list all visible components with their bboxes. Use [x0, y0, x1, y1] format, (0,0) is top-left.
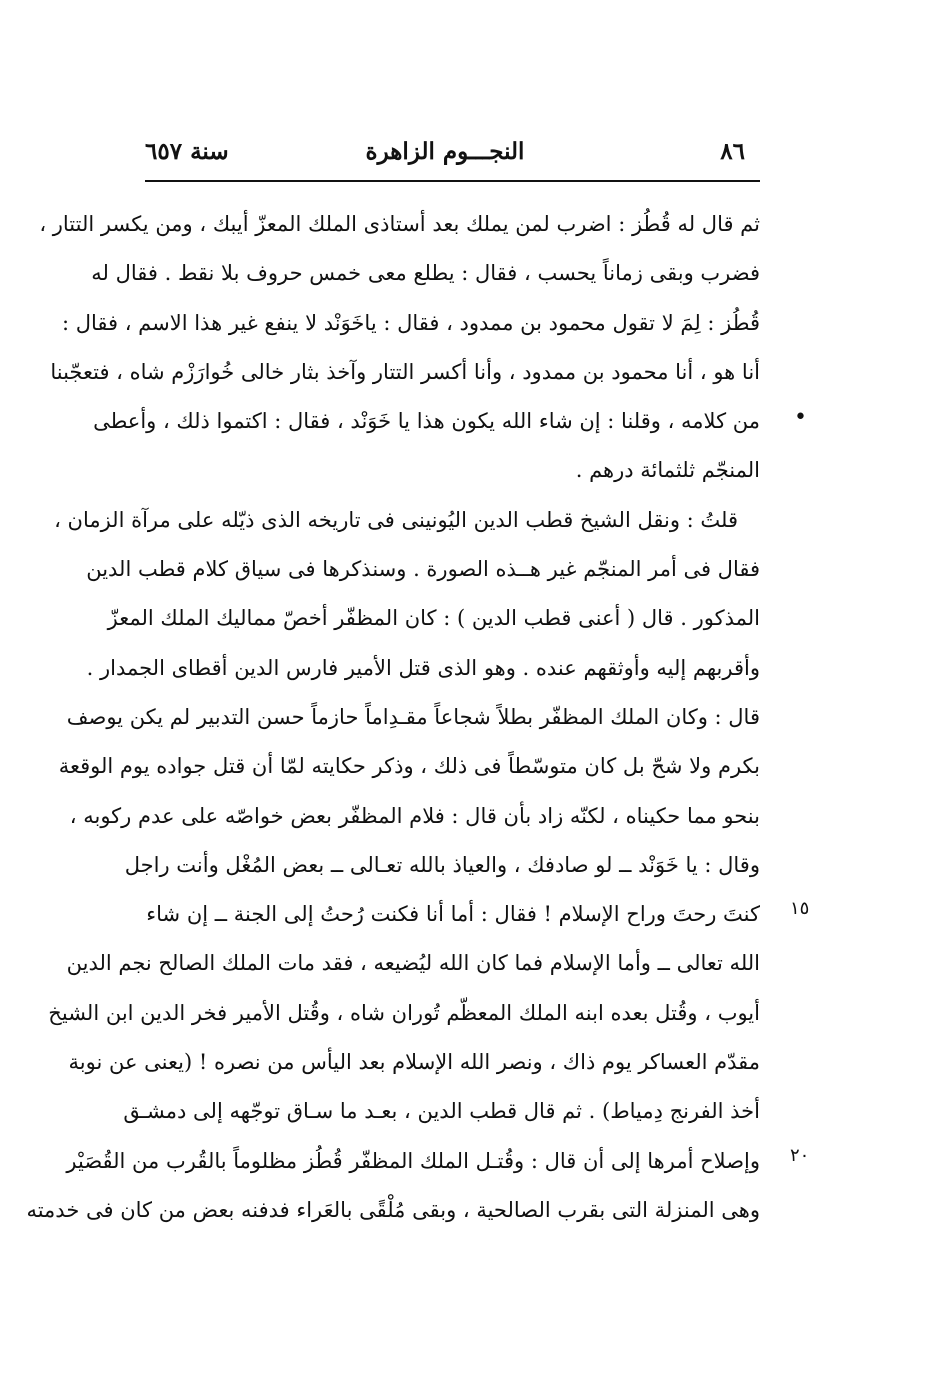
text-line: أيوب ، وقُتل بعده ابنه الملك المعظّم تُوران شاه ، وقُتل الأمير فخر الدين ابن الشيخ [48, 1000, 760, 1025]
text-line: كنتَ رحتَ وراح الإسلام ! فقال : أما أنا فكنت رُحتُ إلى الجنة ــ إن شاء [146, 902, 760, 927]
text-line: المذكور . قال ( أعنى قطب الدين ) : كان المظفّر أخصّ مماليك الملك المعزّ [107, 606, 760, 631]
text-line: بكرم ولا شحّ بل كان متوسّطاً فى ذلك ، وذكر حكايته لمّا أن قتل جواده يوم الوقعة [58, 754, 760, 779]
text-line: المنجّم ثلثمائة درهم . [575, 458, 760, 483]
text-line: وإصلاح أمرها إلى أن قال : وقُتـل الملك المظفّر قُطُز مظلوماً بالقُرب من القُصَيْر [66, 1148, 760, 1173]
page-header [145, 138, 745, 178]
margin-mark-5: • [794, 405, 807, 430]
text-line: وقال : يا خَوَنْد ــ لو صادفك ، والعياذ بالله تعـالى ــ بعض المُغْل وأنت راجل [124, 852, 760, 877]
text-line: أنا هو ، أنا محمود بن ممدود ، وأنا أكسر التتار وآخذ بثار خالى خُوارَزْم شاه ، فتعجّبنا [50, 359, 760, 384]
text-line: وهى المنزلة التى بقرب الصالحية ، وبقى مُلْقًى بالعَراء فدفنه بعض من كان فى خدمته [26, 1197, 760, 1222]
text-line: من كلامه ، وقلنا : إن شاء الله يكون هذا يا خَوَنْد ، فقال : اكتموا ذلك ، وأعطى [93, 409, 760, 434]
text-line: وأقربهم إليه وأوثقهم عنده . وهو الذى قتل الأمير فارس الدين أقطاى الجمدار . [86, 655, 760, 680]
text-line: فضرب وبقى زماناً يحسب ، فقال : يطلع معى خمس حروف بلا نقط . فقال له [91, 261, 760, 286]
body-text [26, 200, 760, 1235]
page-number: ٨٦ [720, 138, 745, 165]
text-line: قال : وكان الملك المظفّر بطلاً شجاعاً مقـدِاماً حازماً حسن التدبير لم يكن يوصف [66, 704, 760, 729]
text-line: فقال فى أمر المنجّم غير هــذه الصورة . وسنذكرها فى سياق كلام قطب الدين [86, 557, 760, 582]
margin-line-number-20: ٢٠ [790, 1145, 810, 1166]
text-line: ثم قال له قُطُز : اضرب لمن يملك بعد أستاذى الملك المعزّ أيبك ، ومن يكسر التتار ، [39, 212, 760, 236]
header-rule [145, 180, 760, 182]
text-line: الله تعالى ــ وأما الإسلام فما كان الله ليُضيعه ، فقد مات الملك الصالح نجم الدين [66, 951, 760, 976]
text-line: مقدّم العساكر يوم ذاك ، ونصر الله الإسلام بعد اليأس من نصره ! (يعنى عن نوبة [68, 1050, 760, 1075]
running-year: سنة ٦٥٧ [145, 138, 229, 165]
text-line: بنحو مما حكيناه ، لكنّه زاد بأن قال : فلام المظفّر بعض خواصّه على عدم ركوبه ، [69, 803, 760, 828]
running-title: النجـــوم الزاهرة [365, 138, 525, 165]
text-line: قلتُ : ونقل الشيخ قطب الدين اليُونينى فى تاريخه الذى ذيّله على مرآة الزمان ، [54, 507, 738, 532]
margin-line-number-15: ١٥ [790, 898, 810, 919]
text-line: أخذ الفرنج دِمياط) . ثم قال قطب الدين ، بعـد ما سـاق توجّهه إلى دمشـق [123, 1099, 760, 1124]
text-line: قُطُز : لِمَ لا تقول محمود بن ممدود ، فقال : ياخَوَنْد لا ينفع غير هذا الاسم ، فقال : [61, 310, 760, 335]
